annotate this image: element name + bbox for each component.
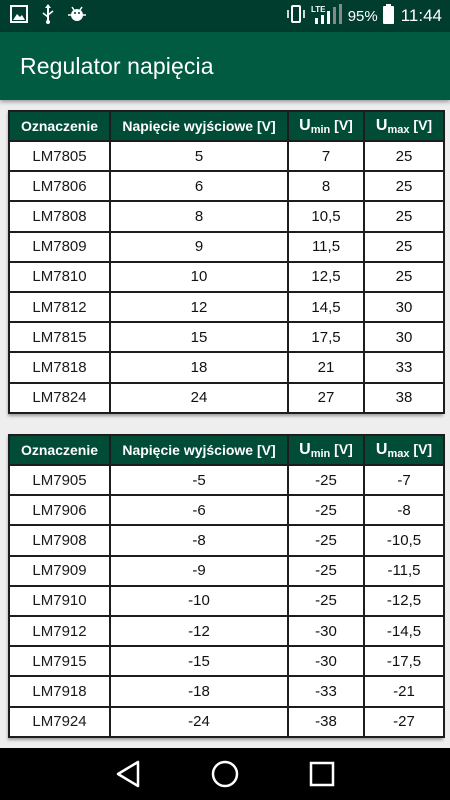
cell-designation: LM7905 — [9, 465, 110, 495]
cell-designation: LM7808 — [9, 201, 110, 231]
table-row — [9, 646, 444, 676]
header-umax: $U_{max}$ [V] — [364, 435, 444, 465]
app-bar — [0, 32, 450, 100]
cell-umax: -7 — [364, 465, 444, 495]
cell-umax: 25 — [364, 141, 444, 171]
back-button[interactable] — [108, 754, 148, 794]
cell-output-voltage: 9 — [110, 232, 288, 262]
positive-regulators-table-card — [8, 110, 443, 414]
table-row — [9, 201, 444, 231]
cell-designation: LM7912 — [9, 616, 110, 646]
cell-umin: -25 — [288, 586, 364, 616]
cell-output-voltage: -8 — [110, 525, 288, 555]
table-row — [9, 495, 444, 525]
cell-output-voltage: -12 — [110, 616, 288, 646]
table-row — [9, 525, 444, 555]
cell-umin: -33 — [288, 676, 364, 706]
cell-umax: 33 — [364, 352, 444, 382]
cell-umax: 30 — [364, 292, 444, 322]
android-debug-icon — [68, 5, 86, 28]
cell-output-voltage: -24 — [110, 707, 288, 737]
battery-percent: 95% — [347, 7, 378, 25]
clock: 11:44 — [400, 6, 442, 25]
cell-output-voltage: -9 — [110, 556, 288, 586]
header-designation: Oznaczenie — [9, 111, 110, 141]
cell-designation: LM7818 — [9, 352, 110, 382]
table-row — [9, 707, 444, 737]
cell-umin: 7 — [288, 141, 364, 171]
status-bar — [0, 0, 450, 32]
home-button[interactable] — [205, 754, 245, 794]
cell-umax: -8 — [364, 495, 444, 525]
cell-umax: -27 — [364, 707, 444, 737]
cell-output-voltage: 8 — [110, 201, 288, 231]
cell-output-voltage: 10 — [110, 262, 288, 292]
cell-umax: -12,5 — [364, 586, 444, 616]
network-label: LTE — [310, 4, 326, 14]
cell-designation: LM7824 — [9, 383, 110, 413]
cell-output-voltage: 6 — [110, 171, 288, 201]
cell-umax: 38 — [364, 383, 444, 413]
cell-umin: 11,5 — [288, 232, 364, 262]
status-system — [286, 4, 442, 29]
cell-output-voltage: 12 — [110, 292, 288, 322]
table-header-row — [9, 111, 444, 141]
home-icon — [211, 760, 239, 788]
header-umin: $U_{min}$ [V] — [288, 111, 364, 141]
image-icon — [10, 5, 28, 28]
back-icon — [115, 760, 141, 788]
usb-icon — [42, 4, 54, 29]
cell-output-voltage: -18 — [110, 676, 288, 706]
cell-output-voltage: 5 — [110, 141, 288, 171]
cell-designation: LM7910 — [9, 586, 110, 616]
negative-regulators-table — [8, 434, 445, 738]
cell-umax: 30 — [364, 322, 444, 352]
cell-output-voltage: -15 — [110, 646, 288, 676]
cell-umin: -30 — [288, 616, 364, 646]
cell-designation: LM7906 — [9, 495, 110, 525]
cell-output-voltage: -10 — [110, 586, 288, 616]
table-row — [9, 465, 444, 495]
table-row — [9, 352, 444, 382]
cell-designation: LM7812 — [9, 292, 110, 322]
cell-umax: -17,5 — [364, 646, 444, 676]
cell-umax: -11,5 — [364, 556, 444, 586]
cell-umax: 25 — [364, 171, 444, 201]
cell-umin: -25 — [288, 465, 364, 495]
cell-designation: LM7805 — [9, 141, 110, 171]
table-row — [9, 586, 444, 616]
signal-icon — [311, 4, 343, 29]
cell-umin: -38 — [288, 707, 364, 737]
table-row — [9, 232, 444, 262]
cell-designation: LM7806 — [9, 171, 110, 201]
header-output-voltage: Napięcie wyjściowe [V] — [110, 435, 288, 465]
cell-umin: 27 — [288, 383, 364, 413]
negative-regulators-table-card — [8, 434, 443, 738]
cell-umin: 8 — [288, 171, 364, 201]
cell-umin: 17,5 — [288, 322, 364, 352]
page-title: Regulator napięcia — [20, 52, 214, 79]
header-designation: Oznaczenie — [9, 435, 110, 465]
cell-umax: -14,5 — [364, 616, 444, 646]
cell-output-voltage: 15 — [110, 322, 288, 352]
recents-icon — [309, 761, 335, 787]
cell-umin: 10,5 — [288, 201, 364, 231]
status-notifications — [10, 4, 86, 29]
cell-designation: LM7924 — [9, 707, 110, 737]
table-row — [9, 262, 444, 292]
cell-umin: -25 — [288, 525, 364, 555]
cell-designation: LM7810 — [9, 262, 110, 292]
cell-umax: -10,5 — [364, 525, 444, 555]
cell-designation: LM7918 — [9, 676, 110, 706]
cell-output-voltage: -6 — [110, 495, 288, 525]
positive-regulators-table — [8, 110, 445, 414]
cell-umin: 14,5 — [288, 292, 364, 322]
table-header-row — [9, 435, 444, 465]
cell-output-voltage: -5 — [110, 465, 288, 495]
cell-umin: 21 — [288, 352, 364, 382]
cell-output-voltage: 24 — [110, 383, 288, 413]
recents-button[interactable] — [302, 754, 342, 794]
cell-output-voltage: 18 — [110, 352, 288, 382]
cell-umin: 12,5 — [288, 262, 364, 292]
header-output-voltage: Napięcie wyjściowe [V] — [110, 111, 288, 141]
cell-designation: LM7915 — [9, 646, 110, 676]
table-row — [9, 141, 444, 171]
table-row — [9, 676, 444, 706]
cell-umax: 25 — [364, 201, 444, 231]
cell-umin: -25 — [288, 556, 364, 586]
cell-umin: -25 — [288, 495, 364, 525]
cell-designation: LM7908 — [9, 525, 110, 555]
battery-icon — [383, 4, 394, 29]
cell-umax: -21 — [364, 676, 444, 706]
table-row — [9, 383, 444, 413]
navigation-bar — [0, 748, 450, 800]
table-row — [9, 171, 444, 201]
table-row — [9, 616, 444, 646]
cell-designation: LM7809 — [9, 232, 110, 262]
header-umax: $U_{max}$ [V] — [364, 111, 444, 141]
cell-umax: 25 — [364, 262, 444, 292]
cell-umin: -30 — [288, 646, 364, 676]
cell-designation: LM7815 — [9, 322, 110, 352]
table-row — [9, 322, 444, 352]
cell-designation: LM7909 — [9, 556, 110, 586]
header-umin: $U_{min}$ [V] — [288, 435, 364, 465]
table-row — [9, 556, 444, 586]
cell-umax: 25 — [364, 232, 444, 262]
table-row — [9, 292, 444, 322]
vibrate-icon — [286, 5, 306, 28]
